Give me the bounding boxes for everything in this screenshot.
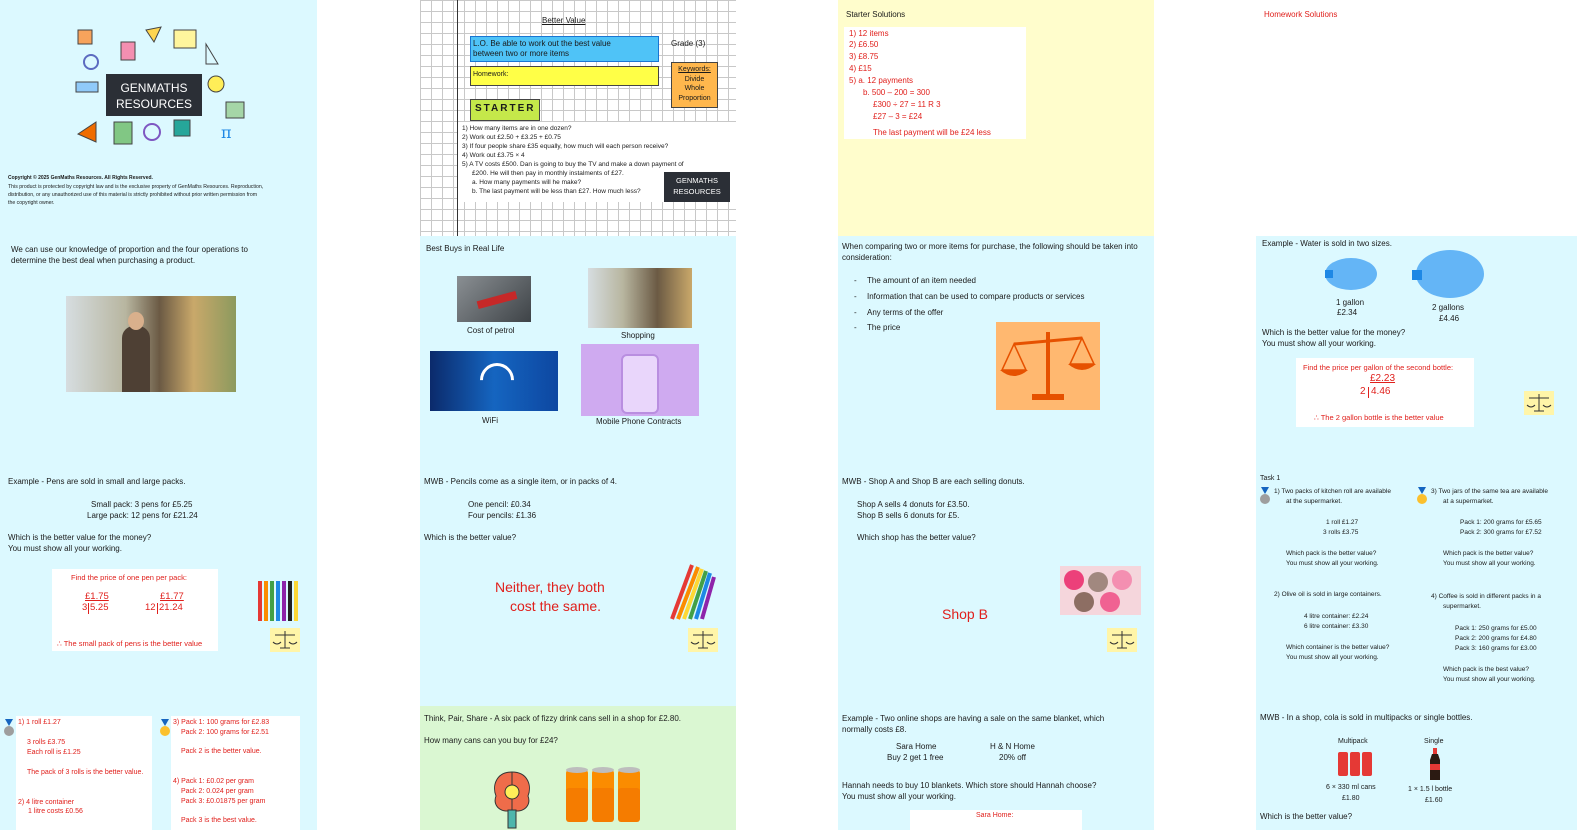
example-title: MWB - Pencils come as a single item, or in packs of 4.	[424, 477, 617, 486]
water-bottle-large	[1410, 246, 1486, 302]
intro-text: When comparing two or more items for purchase, the following should be taken into	[842, 242, 1138, 251]
copyright-title: Copyright © 2025 GenMaths Resources. All Rights Reserved.	[8, 175, 153, 181]
price-text: One pencil: £0.34	[468, 500, 531, 509]
dividend: 4.46	[1368, 387, 1390, 398]
starter-question: 3) If four people share £35 equally, how much will each person receive?	[462, 143, 669, 150]
logo-text-1: GENMATHS	[120, 81, 188, 95]
dividend: 21.24	[159, 602, 183, 613]
cola-bottle-image	[1428, 748, 1442, 782]
question-text: Think, Pair, Share - A six pack of fizzy drink cans sell in a shop for £2.80.	[424, 714, 682, 723]
starter-question: 4) Work out £3.75 × 4	[462, 152, 525, 159]
task-question: 3) Two jars of the same tea are available	[1431, 488, 1548, 495]
example-title: Example - Two online shops are having a sale on the same blanket, which	[842, 714, 1105, 723]
genmaths-logo: GENMATHS RESOURCES	[664, 172, 730, 202]
divisor: 12	[145, 602, 156, 613]
section-title: Homework Solutions	[1264, 10, 1338, 19]
task-question: 1) Two packs of kitchen roll are available	[1274, 488, 1391, 495]
example-title: normally costs £8.	[842, 725, 907, 734]
answer: 2) £6.50	[849, 40, 879, 49]
answer: 1) 12 items	[849, 29, 889, 38]
shop-text: Shop A sells 4 donuts for £3.50.	[857, 500, 970, 509]
divisor: 2	[1360, 386, 1366, 397]
section-title: Best Buys in Real Life	[426, 244, 505, 253]
copyright-line: This product is protected by copyright law and is the exclusive property of GenMaths Resources. Reproduction,	[8, 184, 264, 190]
answer: 1) 1 roll £1.27	[18, 719, 61, 726]
conclusion: ∴ The 2 gallon bottle is the better value	[1314, 413, 1444, 422]
slide-starter[interactable]: Better Value L.O. Be able to work out the best value between two or more items Grade (3) Homework: Keywords: Divide Whole Proportion STARTER 1) How many items are in one dozen? 2) Work out £2.50 + £3.25 + £0.75 3) If four people share £35 equally, how much will each person receive? 4) Work out £3.75 × 4 5) A TV costs £500. Dan is going to buy the TV and make a down payment of £200. He will then pay in monthly instalments of £27. a. How many payments will he make? b. The last payment will be less than £27. How much less? GENMATHS RESOURCES	[420, 0, 736, 236]
answer-text: Neither, they both	[495, 579, 605, 595]
bullet-item: Any terms of the offer	[867, 308, 944, 317]
working-title: Find the price per gallon of the second bottle:	[1303, 363, 1454, 372]
slide-pencils-mwb[interactable]	[420, 471, 736, 706]
question-text: Which is the better value?	[424, 533, 517, 542]
slide-task-1-answers[interactable]: 1) 1 roll £1.27 3 rolls £3.75 Each roll is £1.25 The pack of 3 rolls is the better value. 2) 4 litre container 1 litre costs £0.56 3) Pack 1: 100 grams for £2.83 Pack 2: 100 grams for £2.51 Pack 2 is the better value. 4) Pack 1: £0.02 per gram Pack 2: 0.024 per gram Pack 3: £0.01875 per gram Pack 3 is the best value.	[0, 706, 317, 830]
product-desc: 1 × 1.5 l bottle	[1408, 786, 1453, 793]
slide-task-1[interactable]: Task 1 1) Two packs of kitchen roll are available at the supermarket. 1 roll £1.27 3 rolls £3.75 Which pack is the better value? You must show all your working. 2) Olive oil is sold in large containers. 4 litre container: £2.24 6 litre container: £3.30 Which container is the better value? You must show all your working. 3) Two jars of the same tea are available at a supermarket. Pack 1: 200 grams for £5.65 Pack 2: 300 grams for £7.52 Which pack is the better value? You must show all your working. 4) Coffee is sold in different packs in a supermarket. Pack 1: 250 grams for £5.00 Pack 2: 200 grams for £4.80 Pack 3: 160 grams for £3.00 Which pack is the best value? You must show all your working.	[1256, 471, 1577, 706]
slide-think-pair-share[interactable]	[420, 706, 736, 830]
copyright-line: the copyright owner.	[8, 200, 55, 206]
felt-pens-image	[256, 579, 300, 625]
intro-text: determine the best deal when purchasing a product.	[11, 256, 196, 265]
brain-lightbulb-icon	[488, 766, 536, 830]
petrol-photo	[457, 276, 531, 322]
answer: 2) 4 litre container	[18, 799, 75, 806]
mobile-phone-photo	[581, 344, 699, 416]
keyword: Proportion	[678, 94, 711, 102]
wifi-photo	[430, 351, 558, 411]
bullet-item: The price	[867, 323, 901, 332]
question-text: You must show all your working.	[1262, 339, 1376, 348]
section-title: Starter Solutions	[846, 10, 906, 19]
water-bottle-small	[1323, 252, 1379, 294]
question-text: Which is the better value?	[1260, 812, 1353, 821]
quotient: £1.75	[85, 591, 109, 602]
slide-pens-example[interactable]	[0, 471, 317, 706]
shopper-photo	[66, 296, 236, 392]
gold-medal-icon	[160, 719, 170, 737]
starter-question: 2) Work out £2.50 + £3.25 + £0.75	[462, 134, 561, 141]
pack-text: Small pack: 3 pens for £5.25	[91, 500, 193, 509]
shopping-photo	[588, 268, 692, 328]
keyword: Divide	[684, 75, 705, 83]
intro-text: We can use our knowledge of proportion and the four operations to	[11, 245, 248, 254]
answer: 3) £8.75	[849, 52, 879, 61]
silver-medal-icon	[4, 719, 14, 737]
answer-text: Sara Home:	[976, 812, 1014, 819]
slide-starter-solutions[interactable]: Starter Solutions 1) 12 items 2) £6.50 3) £8.75 4) £15 5) a. 12 payments b. 500 – 200 = 300 £300 ÷ 27 = 11 R 3 £27 – 3 = £24 The last payment will be £24 less	[838, 0, 1154, 236]
starter-label: STARTER	[475, 103, 536, 114]
svg-text:π: π	[221, 123, 232, 142]
dividend: 5.25	[90, 602, 109, 613]
product-price: £1.80	[1342, 795, 1360, 802]
working-title: Find the price of one pen per pack:	[71, 573, 187, 582]
bullet-item: The amount of an item needed	[867, 276, 976, 285]
copyright-line: distribution, or any unauthorized use of this material is strictly prohibited without prior written permission from	[8, 192, 258, 198]
gold-medal-icon	[1417, 487, 1427, 505]
answer-text: cost the same.	[510, 598, 602, 614]
answer: 5) a. 12 payments	[849, 76, 914, 85]
answer: 4) Pack 1: £0.02 per gram	[173, 778, 254, 785]
quotient: £1.77	[160, 591, 184, 602]
product-price: £2.34	[1337, 308, 1358, 317]
product-heading: Multipack	[1338, 738, 1368, 745]
task-title: Task 1	[1260, 475, 1281, 482]
intro-text: consideration:	[842, 253, 892, 262]
answer: 4) £15	[849, 64, 872, 73]
silver-medal-icon	[1260, 487, 1270, 505]
slide-water-example[interactable]	[1256, 236, 1577, 471]
slide-donuts-mwb[interactable]	[838, 471, 1154, 706]
price-text: Four pencils: £1.36	[468, 511, 537, 520]
divisor: 3	[82, 602, 88, 613]
example-title: Example - Pens are sold in small and large packs.	[8, 477, 186, 486]
task-question: 2) Olive oil is sold in large containers.	[1274, 591, 1382, 598]
slide-title[interactable]	[0, 0, 317, 236]
balance-scale-icon	[270, 628, 300, 652]
product-heading: Single	[1424, 738, 1444, 745]
homework-label: Homework:	[473, 71, 509, 78]
caption: Shopping	[621, 331, 655, 340]
shop-name: Sara Home	[896, 742, 937, 751]
question-text: Which shop has the better value?	[857, 533, 976, 542]
product-size: 1 gallon	[1336, 298, 1365, 307]
shop-text: Shop B sells 6 donuts for £5.	[857, 511, 960, 520]
question-text: You must show all your working.	[842, 792, 956, 801]
caption: Mobile Phone Contracts	[596, 417, 682, 426]
cola-multipack-image	[1336, 748, 1374, 778]
example-title: MWB - In a shop, cola is sold in multipacks or single bottles.	[1260, 713, 1473, 722]
answer-text: Shop B	[942, 606, 988, 622]
product-price: £1.60	[1425, 797, 1443, 804]
slide-considerations[interactable]: When comparing two or more items for purchase, the following should be taken into consideration: - The amount of an item needed - Information that can be used to compare products or services - Any terms of the offer - The price	[838, 236, 1154, 471]
maths-doodles-illustration	[66, 22, 256, 157]
answer: 3) Pack 1: 100 grams for £2.83	[173, 719, 270, 726]
slide-intro[interactable]	[0, 236, 317, 471]
grade-label: Grade (3)	[671, 39, 706, 48]
caption: Cost of petrol	[467, 326, 515, 335]
question-text: Which is the better value for the money?	[1262, 328, 1406, 337]
balance-scale-icon	[1107, 628, 1137, 652]
pack-text: Large pack: 12 pens for £21.24	[87, 511, 198, 520]
product-size: 2 gallons	[1432, 303, 1465, 312]
example-title: Example - Water is sold in two sizes.	[1262, 239, 1392, 248]
balance-scale-icon	[688, 628, 718, 652]
example-title: MWB - Shop A and Shop B are each selling donuts.	[842, 477, 1025, 486]
svg-text:RESOURCES: RESOURCES	[115, 97, 193, 111]
question-text: Hannah needs to buy 10 blankets. Which store should Hannah choose?	[842, 781, 1097, 790]
donuts-photo	[1060, 566, 1141, 615]
product-desc: 6 × 330 ml cans	[1326, 784, 1376, 791]
caption: WiFi	[482, 416, 498, 425]
shop-offer: Buy 2 get 1 free	[887, 753, 944, 762]
shop-offer: 20% off	[999, 753, 1026, 762]
product-price: £4.46	[1439, 314, 1460, 323]
keywords-title: Keywords:	[678, 66, 711, 73]
starter-question: 5) A TV costs £500. Dan is going to buy the TV and make a down payment of	[462, 161, 684, 168]
bullet-item: Information that can be used to compare products or services	[867, 292, 1085, 301]
question-text: How many cans can you buy for £24?	[424, 736, 558, 745]
balance-scale-image	[996, 322, 1100, 410]
slide-best-buys[interactable]	[420, 236, 736, 471]
conclusion: ∴ The small pack of pens is the better value	[57, 639, 203, 648]
quotient: £2.23	[1370, 373, 1396, 384]
slide-blanket-example[interactable]	[838, 706, 1154, 830]
question-text: Which is the better value for the money?	[8, 533, 152, 542]
page-title: Better Value	[542, 16, 586, 25]
drink-cans-image	[562, 760, 644, 824]
task-question: 4) Coffee is sold in different packs in a	[1431, 593, 1541, 600]
slide-homework-solutions[interactable]	[1256, 0, 1577, 236]
keyword: Whole	[684, 85, 705, 92]
starter-question: 1) How many items are in one dozen?	[462, 125, 572, 132]
coloured-pencils-image	[664, 561, 716, 621]
slide-cola-mwb[interactable]	[1256, 706, 1577, 830]
learning-objective: L.O. Be able to work out the best value	[473, 39, 611, 48]
balance-scale-icon	[1524, 391, 1554, 415]
question-text: You must show all your working.	[8, 544, 122, 553]
shop-name: H & N Home	[990, 742, 1035, 751]
